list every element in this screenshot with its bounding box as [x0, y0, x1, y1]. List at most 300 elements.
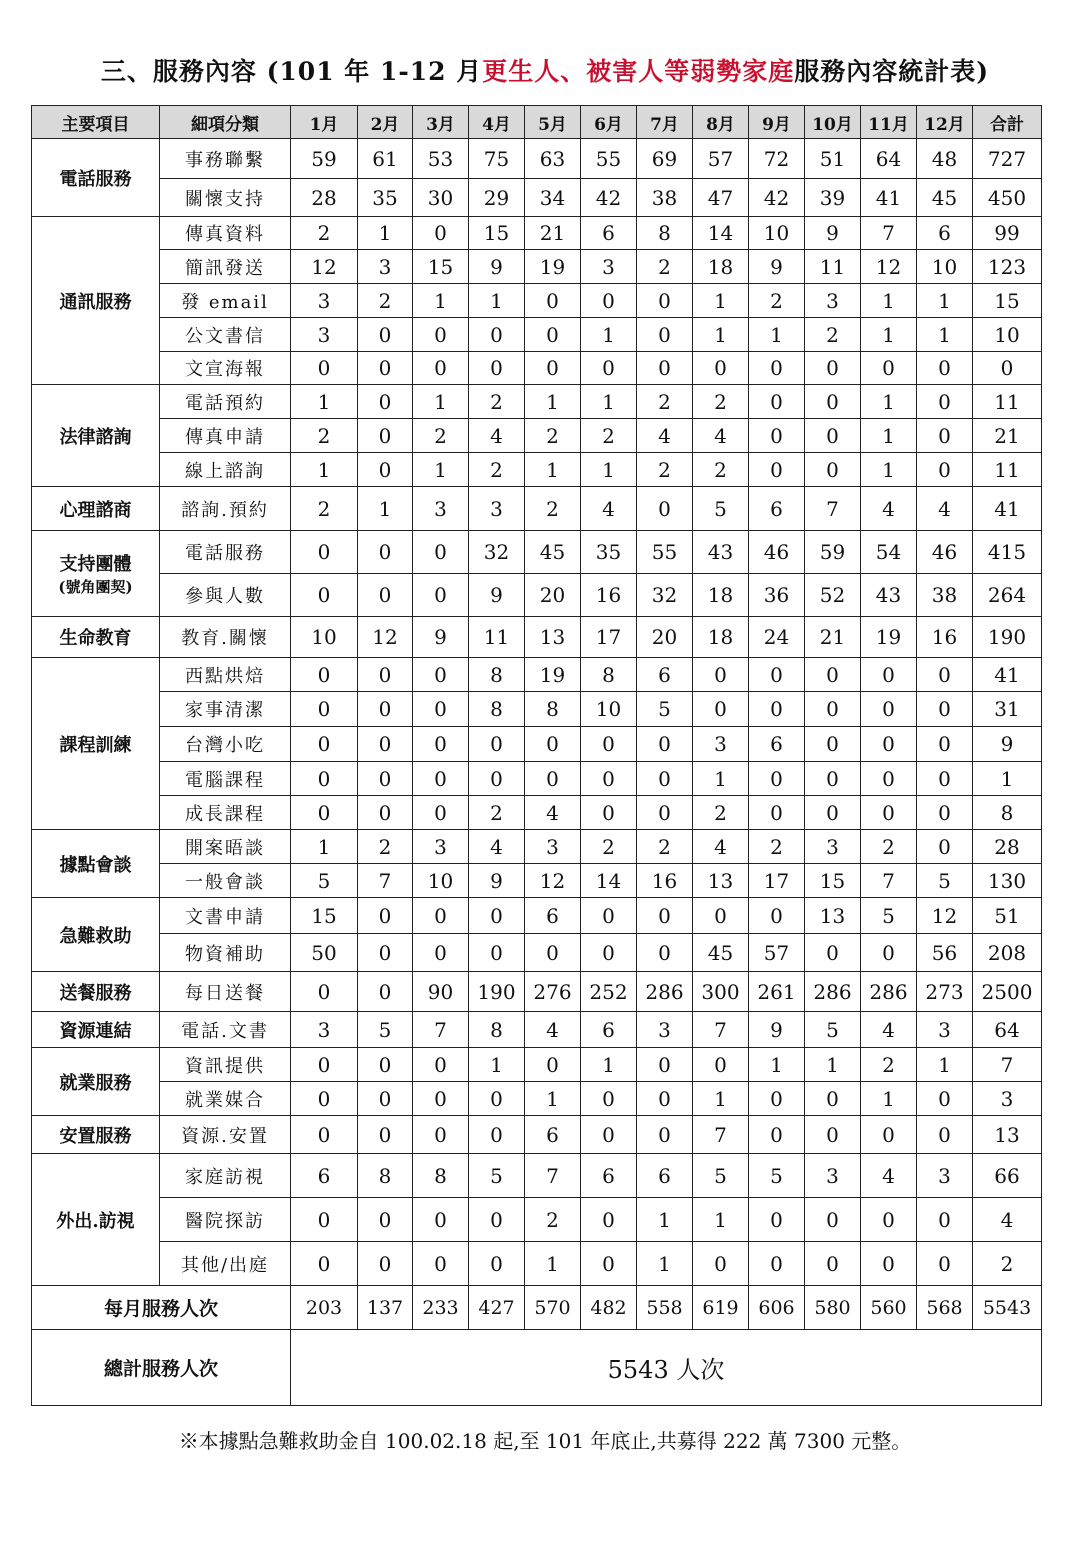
month-value-cell: 0 [358, 1082, 413, 1116]
month-value-cell: 69 [637, 139, 693, 179]
month-value-cell: 17 [749, 864, 805, 898]
subcategory-cell: 成長課程 [160, 796, 291, 830]
month-value-cell: 252 [581, 972, 637, 1012]
category-label: 生命教育 [59, 628, 132, 649]
grand-total-label: 總計服務人次 [32, 1330, 291, 1406]
month-value-cell: 41 [861, 179, 917, 217]
month-value-cell: 0 [581, 898, 637, 934]
month-value-cell: 0 [805, 419, 861, 453]
month-value-cell: 1 [805, 1048, 861, 1082]
month-value-cell: 0 [637, 898, 693, 934]
category-label: 課程訓練 [59, 734, 132, 756]
month-value-cell: 2 [693, 453, 749, 487]
month-value-cell: 1 [413, 453, 469, 487]
table-row [32, 574, 1042, 617]
month-value-cell: 4 [693, 419, 749, 453]
row-total-cell: 2500 [973, 972, 1042, 1012]
subcategory-cell: 公文書信 [160, 318, 291, 352]
month-value-cell: 15 [805, 864, 861, 898]
table-row [32, 898, 1042, 934]
month-value-cell: 0 [358, 453, 413, 487]
month-value-cell: 55 [581, 139, 637, 179]
category-label: 外出.訪視 [56, 1210, 135, 1232]
month-value-cell: 1 [693, 1198, 749, 1242]
month-value-cell: 2 [861, 1048, 917, 1082]
month-value-cell: 0 [861, 352, 917, 385]
column-header: 主要項目 [32, 106, 160, 139]
table-row [32, 692, 1042, 727]
month-value-cell: 55 [637, 531, 693, 574]
month-value-cell: 0 [581, 727, 637, 762]
row-total-cell: 21 [973, 419, 1042, 453]
month-value-cell: 0 [917, 1198, 973, 1242]
month-value-cell: 14 [581, 864, 637, 898]
table-row [32, 972, 1042, 1012]
row-total-cell: 208 [973, 934, 1042, 972]
table-body [32, 139, 1042, 1406]
month-value-cell: 14 [693, 217, 749, 250]
table-row [32, 762, 1042, 796]
row-total-cell: 264 [973, 574, 1042, 617]
month-value-cell: 0 [805, 658, 861, 692]
month-value-cell: 43 [861, 574, 917, 617]
month-value-cell: 0 [861, 1116, 917, 1154]
month-value-cell: 0 [749, 352, 805, 385]
month-value-cell: 10 [291, 617, 358, 658]
month-value-cell: 5 [861, 898, 917, 934]
month-value-cell: 1 [917, 318, 973, 352]
subcategory-cell: 關懷支持 [160, 179, 291, 217]
month-value-cell: 29 [469, 179, 525, 217]
month-value-cell: 0 [861, 1198, 917, 1242]
month-value-cell: 3 [291, 1012, 358, 1048]
month-value-cell: 6 [525, 1116, 581, 1154]
month-value-cell: 4 [693, 830, 749, 864]
subcategory-cell: 家事清潔 [160, 692, 291, 727]
month-value-cell: 9 [805, 217, 861, 250]
month-value-cell: 50 [291, 934, 358, 972]
column-header: 4月 [469, 106, 525, 139]
month-value-cell: 4 [917, 487, 973, 531]
month-value-cell: 3 [693, 727, 749, 762]
table-row [32, 284, 1042, 318]
row-total-cell: 123 [973, 250, 1042, 284]
month-value-cell: 19 [525, 658, 581, 692]
month-value-cell: 0 [805, 385, 861, 419]
month-value-cell: 15 [413, 250, 469, 284]
month-value-cell: 0 [805, 352, 861, 385]
month-value-cell: 0 [358, 692, 413, 727]
table-row [32, 419, 1042, 453]
month-value-cell: 1 [637, 1198, 693, 1242]
month-value-cell: 35 [581, 531, 637, 574]
month-value-cell: 1 [693, 318, 749, 352]
row-total-cell: 8 [973, 796, 1042, 830]
category-label: 急難救助 [59, 925, 132, 947]
month-value-cell: 1 [581, 453, 637, 487]
month-value-cell: 8 [469, 692, 525, 727]
month-value-cell: 0 [413, 727, 469, 762]
month-value-cell: 1 [581, 1048, 637, 1082]
month-value-cell: 16 [917, 617, 973, 658]
month-value-cell: 2 [861, 830, 917, 864]
month-value-cell: 57 [693, 139, 749, 179]
month-value-cell: 10 [581, 692, 637, 727]
month-value-cell: 10 [749, 217, 805, 250]
monthly-total-cell: 233 [413, 1286, 469, 1330]
month-value-cell: 0 [693, 692, 749, 727]
month-value-cell: 0 [917, 352, 973, 385]
month-value-cell: 5 [917, 864, 973, 898]
table-row [32, 179, 1042, 217]
month-value-cell: 5 [469, 1154, 525, 1198]
month-value-cell: 0 [917, 419, 973, 453]
month-value-cell: 9 [749, 1012, 805, 1048]
category-cell [32, 898, 160, 972]
month-value-cell: 2 [358, 284, 413, 318]
month-value-cell: 0 [291, 727, 358, 762]
monthly-total-row [32, 1286, 1042, 1330]
month-value-cell: 3 [917, 1012, 973, 1048]
column-header: 細項分類 [160, 106, 291, 139]
category-cell [32, 531, 160, 617]
category-cell [32, 658, 160, 830]
month-value-cell: 3 [291, 284, 358, 318]
month-value-cell: 0 [291, 1242, 358, 1286]
month-value-cell: 0 [358, 762, 413, 796]
month-value-cell: 0 [917, 1242, 973, 1286]
month-value-cell: 0 [358, 352, 413, 385]
month-value-cell: 0 [917, 692, 973, 727]
row-total-cell: 41 [973, 487, 1042, 531]
subcategory-cell: 簡訊發送 [160, 250, 291, 284]
month-value-cell: 0 [637, 487, 693, 531]
month-value-cell: 300 [693, 972, 749, 1012]
table-row [32, 531, 1042, 574]
subcategory-cell: 傳真申請 [160, 419, 291, 453]
month-value-cell: 0 [469, 1198, 525, 1242]
month-value-cell: 190 [469, 972, 525, 1012]
month-value-cell: 2 [581, 419, 637, 453]
month-value-cell: 6 [637, 1154, 693, 1198]
month-value-cell: 0 [525, 284, 581, 318]
month-value-cell: 0 [358, 385, 413, 419]
row-total-cell: 130 [973, 864, 1042, 898]
table-row [32, 250, 1042, 284]
column-header: 5月 [525, 106, 581, 139]
month-value-cell: 4 [525, 796, 581, 830]
month-value-cell: 2 [291, 487, 358, 531]
month-value-cell: 0 [469, 1116, 525, 1154]
month-value-cell: 4 [637, 419, 693, 453]
month-value-cell: 0 [637, 1116, 693, 1154]
month-value-cell: 7 [413, 1012, 469, 1048]
row-total-cell: 415 [973, 531, 1042, 574]
month-value-cell: 3 [525, 830, 581, 864]
month-value-cell: 61 [358, 139, 413, 179]
monthly-total-cell: 560 [861, 1286, 917, 1330]
category-label: 安置服務 [59, 1125, 132, 1147]
month-value-cell: 2 [525, 419, 581, 453]
month-value-cell: 0 [469, 352, 525, 385]
month-value-cell: 8 [581, 658, 637, 692]
subcategory-cell: 其他/出庭 [160, 1242, 291, 1286]
month-value-cell: 0 [861, 1242, 917, 1286]
month-value-cell: 1 [917, 284, 973, 318]
month-value-cell: 0 [413, 574, 469, 617]
month-value-cell: 9 [469, 864, 525, 898]
month-value-cell: 2 [693, 796, 749, 830]
monthly-total-cell: 558 [637, 1286, 693, 1330]
month-value-cell: 6 [637, 658, 693, 692]
month-value-cell: 1 [693, 762, 749, 796]
month-value-cell: 1 [525, 453, 581, 487]
month-value-cell: 0 [637, 934, 693, 972]
month-value-cell: 64 [861, 139, 917, 179]
subcategory-cell: 參與人數 [160, 574, 291, 617]
month-value-cell: 16 [637, 864, 693, 898]
month-value-cell: 36 [749, 574, 805, 617]
subcategory-cell: 台灣小吃 [160, 727, 291, 762]
month-value-cell: 5 [693, 487, 749, 531]
row-total-cell: 66 [973, 1154, 1042, 1198]
month-value-cell: 0 [637, 284, 693, 318]
month-value-cell: 0 [358, 1242, 413, 1286]
month-value-cell: 0 [805, 934, 861, 972]
subcategory-cell: 醫院探訪 [160, 1198, 291, 1242]
column-header: 10月 [805, 106, 861, 139]
subcategory-cell: 文書申請 [160, 898, 291, 934]
page-title [0, 52, 1090, 88]
month-value-cell: 2 [469, 453, 525, 487]
month-value-cell: 286 [637, 972, 693, 1012]
month-value-cell: 1 [917, 1048, 973, 1082]
month-value-cell: 9 [413, 617, 469, 658]
month-value-cell: 0 [358, 898, 413, 934]
monthly-total-cell: 427 [469, 1286, 525, 1330]
month-value-cell: 7 [861, 217, 917, 250]
month-value-cell: 3 [581, 250, 637, 284]
month-value-cell: 3 [637, 1012, 693, 1048]
month-value-cell: 56 [917, 934, 973, 972]
month-value-cell: 6 [749, 487, 805, 531]
month-value-cell: 59 [805, 531, 861, 574]
month-value-cell: 53 [413, 139, 469, 179]
category-label: 據點會談 [59, 854, 132, 876]
month-value-cell: 12 [291, 250, 358, 284]
month-value-cell: 0 [861, 796, 917, 830]
month-value-cell: 0 [805, 1198, 861, 1242]
table-row [32, 352, 1042, 385]
month-value-cell: 1 [861, 284, 917, 318]
month-value-cell: 0 [469, 318, 525, 352]
month-value-cell: 1 [749, 1048, 805, 1082]
category-cell [32, 972, 160, 1012]
month-value-cell: 0 [581, 1242, 637, 1286]
category-cell [32, 217, 160, 385]
row-total-cell: 99 [973, 217, 1042, 250]
table-row [32, 658, 1042, 692]
category-cell [32, 487, 160, 531]
month-value-cell: 9 [469, 574, 525, 617]
month-value-cell: 0 [581, 934, 637, 972]
month-value-cell: 8 [469, 1012, 525, 1048]
month-value-cell: 20 [637, 617, 693, 658]
month-value-cell: 21 [525, 217, 581, 250]
month-value-cell: 52 [805, 574, 861, 617]
month-value-cell: 0 [358, 531, 413, 574]
month-value-cell: 0 [291, 796, 358, 830]
month-value-cell: 6 [581, 1154, 637, 1198]
month-value-cell: 2 [749, 284, 805, 318]
month-value-cell: 90 [413, 972, 469, 1012]
table-row [32, 727, 1042, 762]
month-value-cell: 1 [861, 385, 917, 419]
month-value-cell: 5 [358, 1012, 413, 1048]
table-row [32, 1082, 1042, 1116]
month-value-cell: 9 [749, 250, 805, 284]
month-value-cell: 0 [291, 352, 358, 385]
table-row [32, 617, 1042, 658]
month-value-cell: 59 [291, 139, 358, 179]
month-value-cell: 0 [291, 762, 358, 796]
month-value-cell: 261 [749, 972, 805, 1012]
month-value-cell: 0 [413, 1082, 469, 1116]
subcategory-cell: 文宣海報 [160, 352, 291, 385]
month-value-cell: 12 [861, 250, 917, 284]
month-value-cell: 1 [469, 284, 525, 318]
row-total-cell: 11 [973, 385, 1042, 419]
month-value-cell: 0 [749, 1198, 805, 1242]
month-value-cell: 57 [749, 934, 805, 972]
month-value-cell: 0 [805, 727, 861, 762]
month-value-cell: 0 [917, 1116, 973, 1154]
month-value-cell: 2 [358, 830, 413, 864]
month-value-cell: 0 [291, 972, 358, 1012]
month-value-cell: 7 [693, 1012, 749, 1048]
subcategory-cell: 教育.關懷 [160, 617, 291, 658]
month-value-cell: 1 [861, 318, 917, 352]
month-value-cell: 0 [469, 762, 525, 796]
month-value-cell: 0 [805, 1082, 861, 1116]
month-value-cell: 0 [749, 796, 805, 830]
table-row [32, 1048, 1042, 1082]
column-header: 8月 [693, 106, 749, 139]
column-header: 12月 [917, 106, 973, 139]
month-value-cell: 0 [358, 796, 413, 830]
month-value-cell: 276 [525, 972, 581, 1012]
row-total-cell: 4 [973, 1198, 1042, 1242]
month-value-cell: 9 [469, 250, 525, 284]
monthly-total-cell: 203 [291, 1286, 358, 1330]
month-value-cell: 0 [637, 1082, 693, 1116]
table-row [32, 1242, 1042, 1286]
month-value-cell: 0 [581, 284, 637, 318]
subcategory-cell: 發 email [160, 284, 291, 318]
month-value-cell: 0 [917, 796, 973, 830]
month-value-cell: 63 [525, 139, 581, 179]
month-value-cell: 20 [525, 574, 581, 617]
month-value-cell: 6 [581, 1012, 637, 1048]
month-value-cell: 3 [413, 830, 469, 864]
month-value-cell: 42 [749, 179, 805, 217]
month-value-cell: 3 [358, 250, 413, 284]
row-total-cell: 0 [973, 352, 1042, 385]
table-header-row [32, 106, 1042, 139]
month-value-cell: 0 [291, 658, 358, 692]
month-value-cell: 0 [413, 1242, 469, 1286]
month-value-cell: 8 [637, 217, 693, 250]
month-value-cell: 0 [413, 796, 469, 830]
month-value-cell: 2 [693, 385, 749, 419]
row-total-cell: 190 [973, 617, 1042, 658]
month-value-cell: 286 [861, 972, 917, 1012]
month-value-cell: 1 [291, 385, 358, 419]
table-row [32, 1198, 1042, 1242]
month-value-cell: 0 [525, 1048, 581, 1082]
month-value-cell: 8 [358, 1154, 413, 1198]
month-value-cell: 0 [749, 1116, 805, 1154]
column-header: 合計 [973, 106, 1042, 139]
row-total-cell: 9 [973, 727, 1042, 762]
month-value-cell: 4 [861, 487, 917, 531]
month-value-cell: 7 [525, 1154, 581, 1198]
month-value-cell: 0 [805, 1242, 861, 1286]
month-value-cell: 48 [917, 139, 973, 179]
row-total-cell: 28 [973, 830, 1042, 864]
month-value-cell: 1 [581, 385, 637, 419]
month-value-cell: 1 [637, 1242, 693, 1286]
month-value-cell: 0 [413, 318, 469, 352]
month-value-cell: 1 [861, 419, 917, 453]
month-value-cell: 2 [749, 830, 805, 864]
month-value-cell: 0 [413, 531, 469, 574]
month-value-cell: 1 [291, 453, 358, 487]
month-value-cell: 12 [525, 864, 581, 898]
month-value-cell: 0 [861, 762, 917, 796]
category-cell [32, 617, 160, 658]
table-row [32, 217, 1042, 250]
subcategory-cell: 線上諮詢 [160, 453, 291, 487]
month-value-cell: 2 [637, 453, 693, 487]
month-value-cell: 0 [637, 1048, 693, 1082]
month-value-cell: 0 [358, 727, 413, 762]
month-value-cell: 0 [861, 692, 917, 727]
category-cell [32, 1116, 160, 1154]
month-value-cell: 4 [581, 487, 637, 531]
month-value-cell: 1 [693, 1082, 749, 1116]
grand-total-value: 5543 人次 [291, 1330, 1042, 1406]
row-total-cell: 1 [973, 762, 1042, 796]
month-value-cell: 0 [358, 658, 413, 692]
month-value-cell: 0 [413, 762, 469, 796]
month-value-cell: 0 [469, 727, 525, 762]
subcategory-cell: 西點烘焙 [160, 658, 291, 692]
month-value-cell: 4 [469, 419, 525, 453]
month-value-cell: 0 [749, 692, 805, 727]
footnote: ※本據點急難救助金自 100.02.18 起,至 101 年底止,共募得 222 萬 7300 元整。 [178, 1429, 912, 1453]
row-total-cell: 64 [973, 1012, 1042, 1048]
month-value-cell: 0 [581, 1082, 637, 1116]
category-cell [32, 1048, 160, 1116]
month-value-cell: 1 [581, 318, 637, 352]
subcategory-cell: 一般會談 [160, 864, 291, 898]
month-value-cell: 0 [917, 385, 973, 419]
month-value-cell: 0 [805, 796, 861, 830]
month-value-cell: 0 [637, 762, 693, 796]
month-value-cell: 28 [291, 179, 358, 217]
month-value-cell: 0 [469, 1082, 525, 1116]
